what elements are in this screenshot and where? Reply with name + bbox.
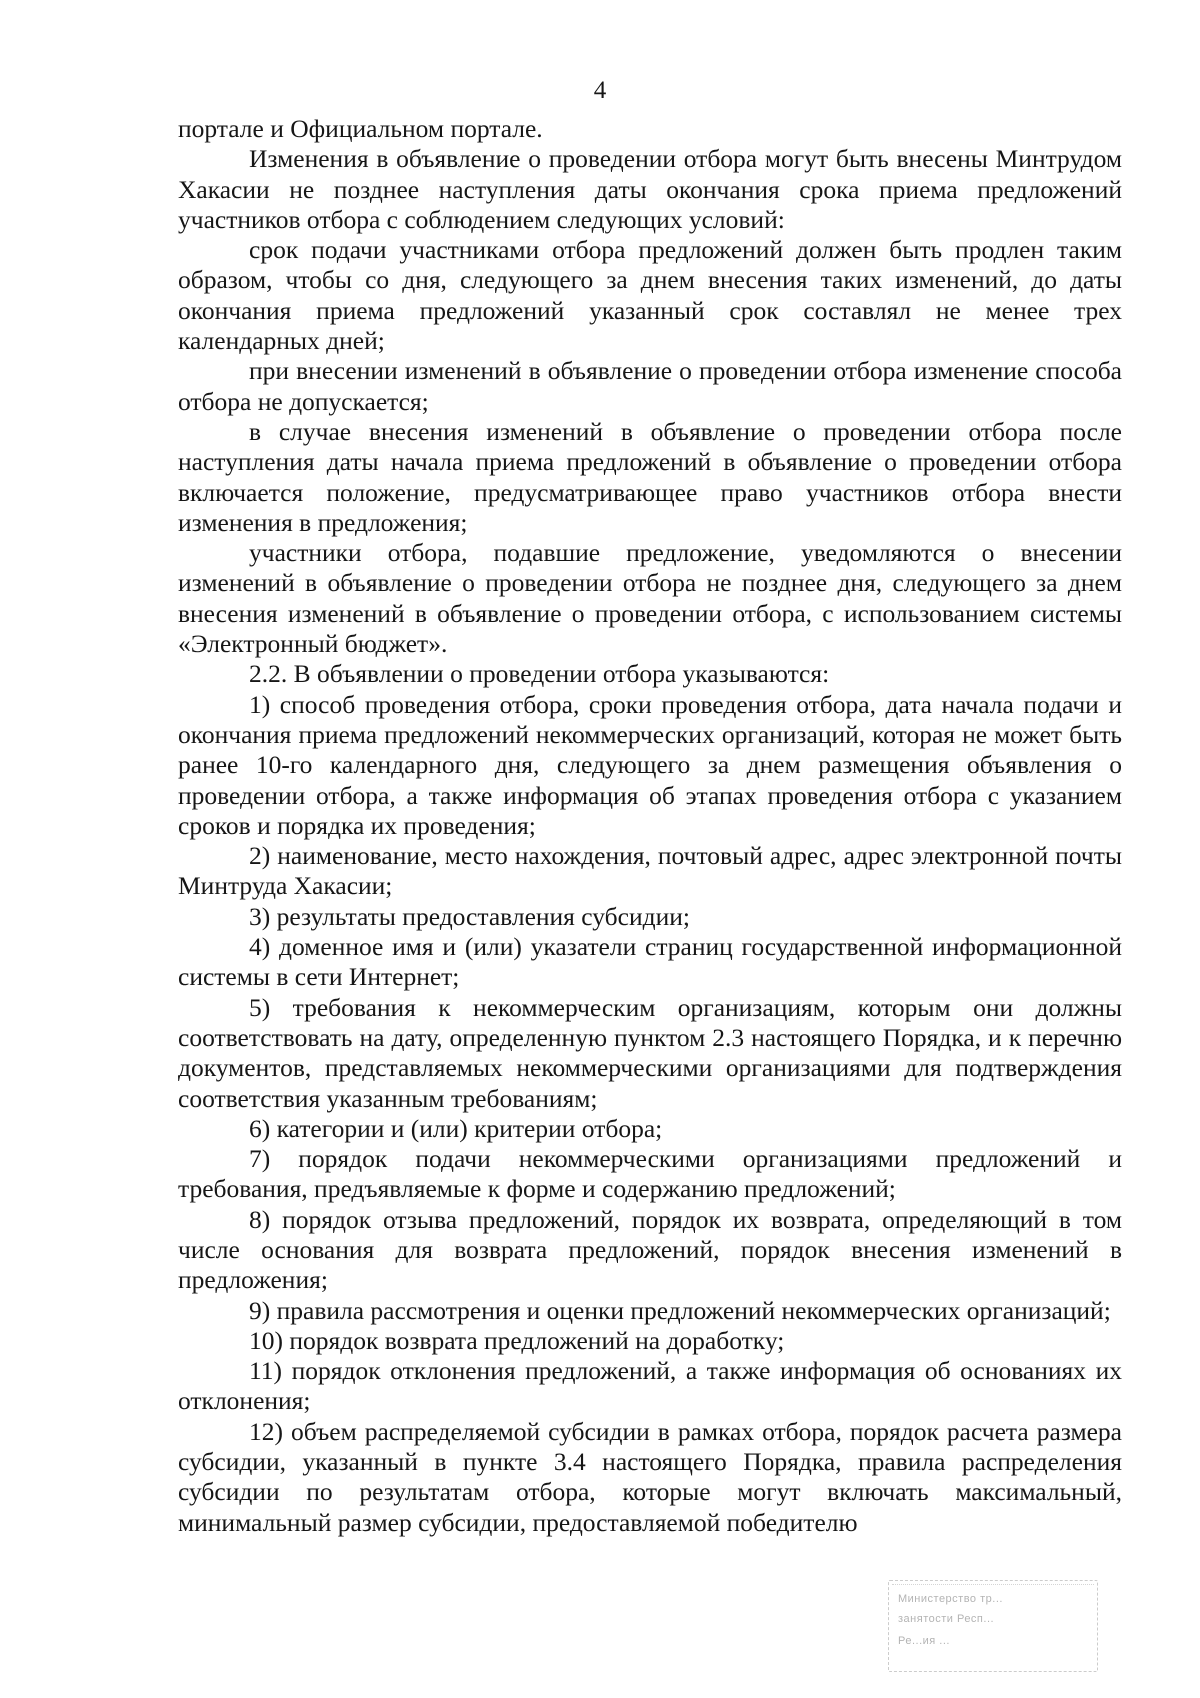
list-item: 5) требования к некоммерческим организациям, которым они должны соответствовать на дату, определенную пунктом 2.3 настоящего Порядка, и к перечню документов, представляемых некоммерческими организациями для подтверждения соответствия указанным требованиям; [178, 992, 1122, 1113]
list-item: 4) доменное имя и (или) указатели страниц государственной информационной системы в сети Интернет; [178, 932, 1122, 992]
list-item: 3) результаты предоставления субсидии; [249, 901, 690, 931]
list-item: 6) категории и (или) критерии отбора; [249, 1113, 663, 1143]
stamp-divider [892, 1584, 1094, 1585]
paragraph: в случае внесения изменений в объявление о проведении отбора после наступления даты начала приема предложений в объявление о проведении отбора включается положение, предусматривающее право участников отбора внести изменения в предложения; [178, 416, 1122, 537]
paragraph: срок подачи участниками отбора предложений должен быть продлен таким образом, чтобы со дня, следующего за днем внесения таких изменений, до даты окончания приема предложений указанный срок составлял не менее трех календарных дней; [178, 235, 1122, 356]
stamp-line: Ре...ия ... [898, 1635, 950, 1647]
list-item: 10) порядок возврата предложений на доработку; [249, 1325, 785, 1355]
list-item: 8) порядок отзыва предложений, порядок их возврата, определяющий в том числе основания для возврата предложений, порядок внесения изменений в предложения; [178, 1204, 1122, 1295]
paragraph: участники отбора, подавшие предложение, уведомляются о внесении изменений в объявление о проведении отбора не позднее дня, следующего за днем внесения изменений в объявление о проведении отбора, с использованием системы «Электронный бюджет». [178, 538, 1122, 659]
list-item: 1) способ проведения отбора, сроки проведения отбора, дата начала подачи и окончания приема предложений некоммерческих организаций, которая не может быть ранее 10-го календарного дня, следующего за днем размещения объявления о проведении отбора, а также информация об этапах проведения отбора с указанием сроков и порядка их проведения; [178, 689, 1122, 840]
stamp-line: занятости Респ... [898, 1613, 995, 1625]
paragraph: портале и Официальном портале. [178, 114, 543, 143]
list-item: 7) порядок подачи некоммерческими организациями предложений и требования, предъявляемые к форме и содержанию предложений; [178, 1144, 1122, 1204]
page-number: 4 [593, 77, 607, 104]
list-item: 11) порядок отклонения предложений, а также информация об основаниях их отклонения; [178, 1356, 1122, 1416]
list-item: 12) объем распределяемой субсидии в рамках отбора, порядок расчета размера субсидии, указанный в пункте 3.4 настоящего Порядка, правила распределения субсидии по результатам отбора, которые могут включать максимальный, минимальный размер субсидии, предоставляемой победителю [178, 1416, 1122, 1537]
registration-stamp [888, 1580, 1098, 1672]
list-item: 2) наименование, место нахождения, почтовый адрес, адрес электронной почты Минтруда Хакасии; [178, 841, 1122, 901]
paragraph: при внесении изменений в объявление о проведении отбора изменение способа отбора не допускается; [178, 356, 1122, 416]
document-body [178, 114, 1122, 1538]
paragraph: 2.2. В объявлении о проведении отбора указываются: [249, 659, 830, 689]
paragraph: Изменения в объявление о проведении отбора могут быть внесены Минтрудом Хакасии не позднее наступления даты окончания срока приема предложений участников отбора с соблюдением следующих условий: [178, 144, 1122, 234]
stamp-line: Министерство тр... [898, 1593, 1003, 1605]
list-item: 9) правила рассмотрения и оценки предложений некоммерческих организаций; [249, 1295, 1111, 1325]
